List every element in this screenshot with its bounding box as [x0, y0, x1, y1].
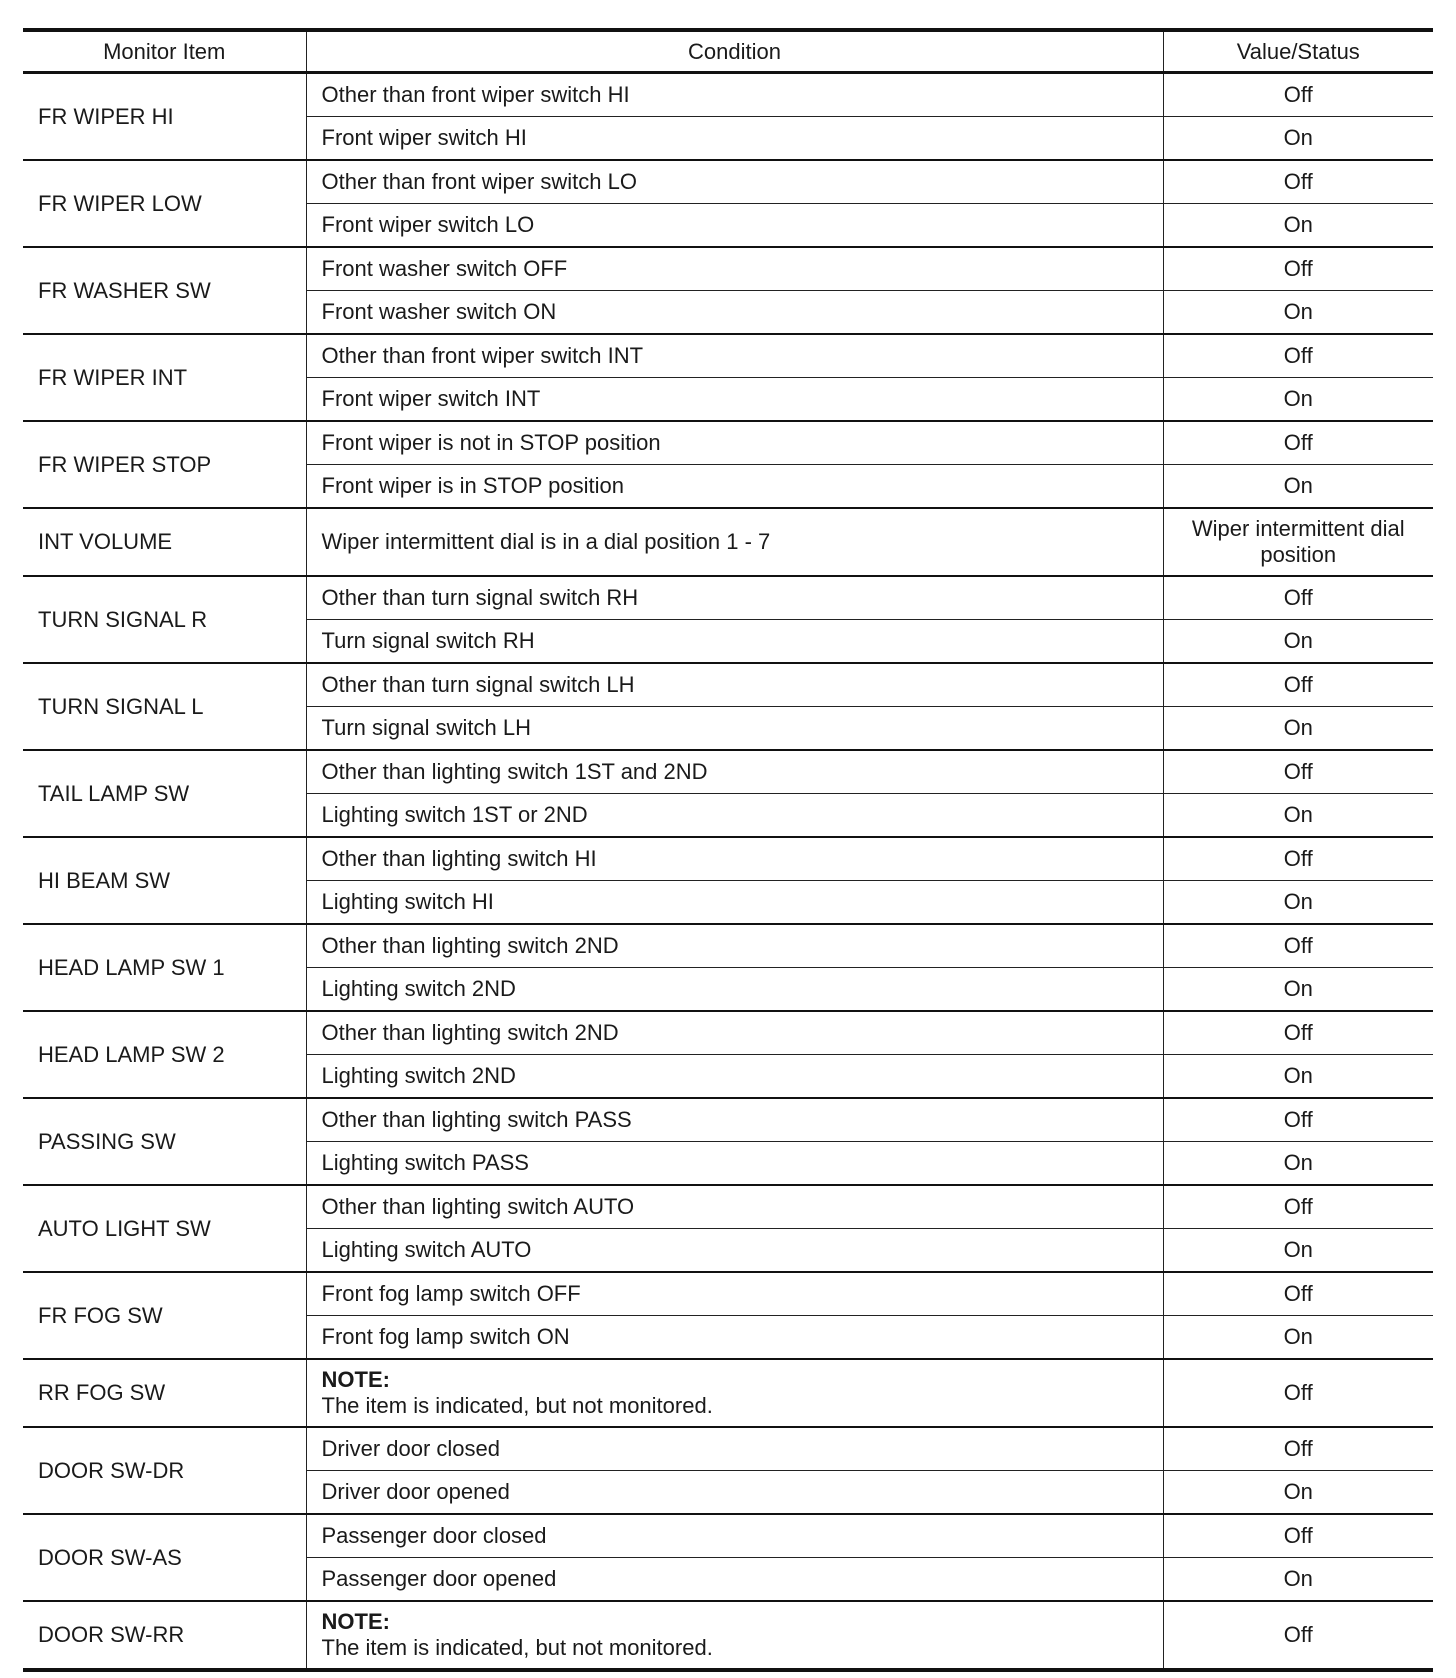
header-monitor-item: Monitor Item: [23, 30, 306, 73]
condition-cell: Front wiper switch HI: [306, 117, 1163, 161]
condition-cell: Other than turn signal switch LH: [306, 663, 1163, 707]
table-row: [23, 1514, 1433, 1558]
value-status-cell: Off: [1163, 73, 1433, 117]
value-status-cell: On: [1163, 291, 1433, 335]
note-text: The item is indicated, but not monitored.: [321, 1393, 713, 1418]
condition-cell: Front washer switch ON: [306, 291, 1163, 335]
monitor-item-cell: DOOR SW-AS: [23, 1514, 306, 1601]
note-title: NOTE:: [321, 1609, 390, 1634]
condition-cell: Turn signal switch RH: [306, 620, 1163, 664]
value-status-cell: Off: [1163, 924, 1433, 968]
monitor-item-cell: INT VOLUME: [23, 508, 306, 576]
header-row: [23, 30, 1433, 73]
monitor-item-cell: FR FOG SW: [23, 1272, 306, 1359]
value-status-cell: On: [1163, 881, 1433, 925]
table-body: [23, 73, 1433, 1671]
condition-cell: Other than lighting switch 2ND: [306, 924, 1163, 968]
condition-cell: Other than front wiper switch INT: [306, 334, 1163, 378]
value-status-cell: Off: [1163, 1272, 1433, 1316]
table-row: [23, 837, 1433, 881]
value-status-cell: Wiper intermittent dial position: [1163, 508, 1433, 576]
table-row: [23, 73, 1433, 117]
condition-cell: Driver door opened: [306, 1471, 1163, 1515]
value-status-cell: On: [1163, 465, 1433, 509]
table-row: [23, 1098, 1433, 1142]
value-status-cell: Off: [1163, 750, 1433, 794]
condition-cell: Lighting switch PASS: [306, 1142, 1163, 1186]
value-status-cell: On: [1163, 1142, 1433, 1186]
condition-cell: Front wiper is in STOP position: [306, 465, 1163, 509]
value-status-cell: On: [1163, 117, 1433, 161]
monitor-item-cell: FR WIPER STOP: [23, 421, 306, 508]
condition-cell: [306, 1601, 1163, 1670]
table-row: [23, 750, 1433, 794]
header-condition: Condition: [306, 30, 1163, 73]
table-row: [23, 1011, 1433, 1055]
monitor-item-cell: FR WIPER HI: [38, 103, 174, 129]
header-value-status: Value/Status: [1163, 30, 1433, 73]
condition-cell: Other than lighting switch PASS: [306, 1098, 1163, 1142]
value-status-cell: On: [1163, 794, 1433, 838]
table-row: [23, 576, 1433, 620]
condition-cell: Front fog lamp switch OFF: [306, 1272, 1163, 1316]
table-row: [23, 334, 1433, 378]
condition-cell: Front fog lamp switch ON: [306, 1316, 1163, 1360]
note-text: The item is indicated, but not monitored.: [321, 1635, 713, 1660]
condition-cell: Passenger door opened: [306, 1558, 1163, 1602]
table-row: [23, 1427, 1433, 1471]
table-row: [23, 1185, 1433, 1229]
value-status-cell: Off: [1163, 837, 1433, 881]
value-status-cell: On: [1163, 968, 1433, 1012]
value-status-cell: Off: [1163, 421, 1433, 465]
value-status-cell: Off: [1163, 1098, 1433, 1142]
condition-cell: Lighting switch 1ST or 2ND: [306, 794, 1163, 838]
value-status-cell: On: [1163, 1055, 1433, 1099]
table-row: [23, 160, 1433, 204]
value-status-cell: Off: [1163, 1185, 1433, 1229]
monitor-item-table: [23, 28, 1433, 1672]
value-status-cell: Off: [1163, 1514, 1433, 1558]
condition-cell: Driver door closed: [306, 1427, 1163, 1471]
condition-cell: Front washer switch OFF: [306, 247, 1163, 291]
monitor-item-cell: RR FOG SW: [23, 1359, 306, 1427]
table-row: [23, 421, 1433, 465]
monitor-item-cell: HI BEAM SW: [23, 837, 306, 924]
condition-cell: Other than lighting switch HI: [306, 837, 1163, 881]
monitor-item-cell: TURN SIGNAL R: [23, 576, 306, 663]
condition-cell: Lighting switch 2ND: [306, 968, 1163, 1012]
monitor-item-cell: TAIL LAMP SW: [23, 750, 306, 837]
condition-cell: Lighting switch 2ND: [306, 1055, 1163, 1099]
value-status-cell: Off: [1163, 1359, 1433, 1427]
table-row: [23, 1272, 1433, 1316]
value-status-cell: On: [1163, 1316, 1433, 1360]
monitor-item-cell: FR WIPER INT: [23, 334, 306, 421]
value-status-cell: Off: [1163, 247, 1433, 291]
condition-cell: Front wiper switch LO: [306, 204, 1163, 248]
monitor-item-cell: HEAD LAMP SW 2: [23, 1011, 306, 1098]
table-row: [23, 508, 1433, 576]
table-header: [23, 30, 1433, 73]
monitor-item-cell: PASSING SW: [23, 1098, 306, 1185]
note-title: NOTE:: [321, 1367, 390, 1392]
condition-cell: Wiper intermittent dial is in a dial position 1 - 7: [306, 508, 1163, 576]
value-status-cell: Off: [1163, 576, 1433, 620]
condition-cell: Front wiper switch INT: [306, 378, 1163, 422]
condition-cell: Other than lighting switch 1ST and 2ND: [306, 750, 1163, 794]
condition-cell: Turn signal switch LH: [306, 707, 1163, 751]
value-status-cell: Off: [1163, 160, 1433, 204]
condition-cell: Passenger door closed: [306, 1514, 1163, 1558]
table-row: [23, 924, 1433, 968]
condition-cell: [306, 1359, 1163, 1427]
value-status-cell: On: [1163, 378, 1433, 422]
condition-cell: Other than front wiper switch LO: [306, 160, 1163, 204]
value-status-cell: Off: [1163, 663, 1433, 707]
monitor-item-cell: DOOR SW-RR: [23, 1601, 306, 1670]
condition-cell: Other than front wiper switch HI: [306, 73, 1163, 117]
value-status-cell: On: [1163, 1558, 1433, 1602]
table-row: [23, 663, 1433, 707]
monitor-item-cell: HEAD LAMP SW 1: [23, 924, 306, 1011]
value-status-cell: On: [1163, 620, 1433, 664]
condition-cell: Lighting switch HI: [306, 881, 1163, 925]
condition-cell: Other than lighting switch AUTO: [306, 1185, 1163, 1229]
table-row: [23, 1601, 1433, 1670]
condition-cell: Front wiper is not in STOP position: [306, 421, 1163, 465]
value-status-cell: Off: [1163, 1427, 1433, 1471]
monitor-item-cell: AUTO LIGHT SW: [23, 1185, 306, 1272]
value-status-cell: On: [1163, 204, 1433, 248]
table-row: [23, 247, 1433, 291]
monitor-item-cell: FR WIPER LOW: [23, 160, 306, 247]
value-status-cell: Off: [1163, 1601, 1433, 1670]
monitor-item-cell: DOOR SW-DR: [23, 1427, 306, 1514]
value-status-cell: On: [1163, 1229, 1433, 1273]
condition-cell: Other than lighting switch 2ND: [306, 1011, 1163, 1055]
condition-cell: Lighting switch AUTO: [306, 1229, 1163, 1273]
value-status-cell: On: [1163, 1471, 1433, 1515]
table-row: [23, 1359, 1433, 1427]
monitor-item-cell: FR WASHER SW: [23, 247, 306, 334]
value-status-cell: On: [1163, 707, 1433, 751]
condition-cell: Other than turn signal switch RH: [306, 576, 1163, 620]
value-status-cell: Off: [1163, 1011, 1433, 1055]
value-status-cell: Off: [1163, 334, 1433, 378]
monitor-item-cell: TURN SIGNAL L: [23, 663, 306, 750]
